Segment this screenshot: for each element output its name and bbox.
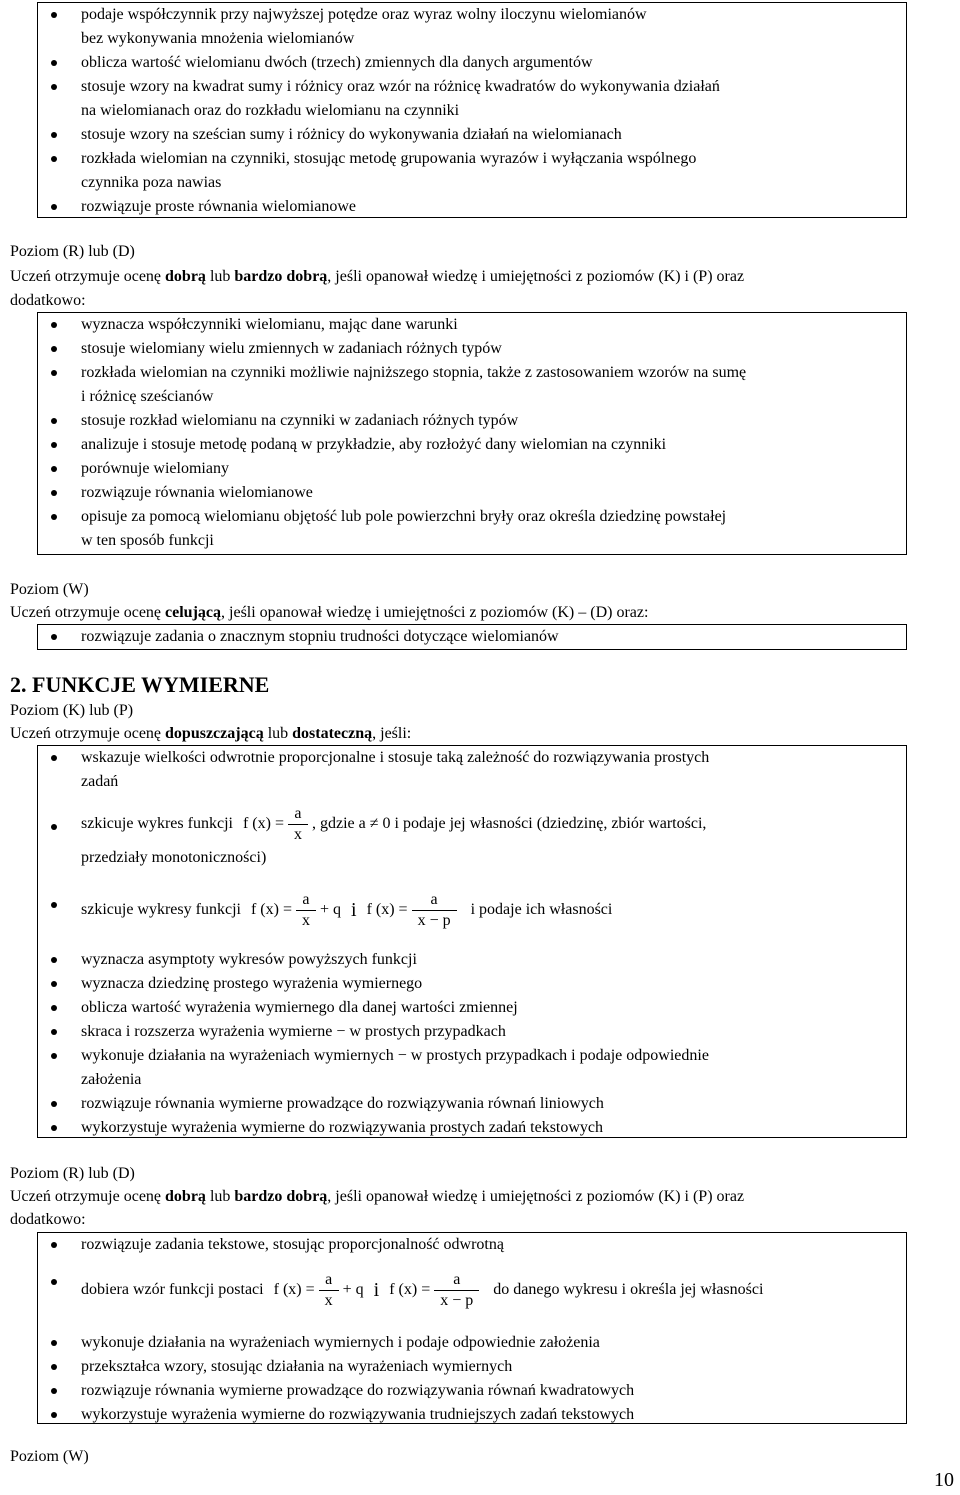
fraction-numerator: a (430, 890, 438, 908)
list-item (38, 147, 906, 195)
requirements-box-rd (37, 312, 907, 555)
list-item-text: porównuje wielomiany (81, 460, 229, 477)
list-item-text: szkicuje wykres funkcji (81, 815, 233, 832)
level-intro-kp (10, 722, 954, 746)
list-item-text: rozwiązuje równania wymierne prowadzące do rozwiązywania równań liniowych (81, 1095, 604, 1112)
list-item (38, 948, 906, 972)
list-item-text: rozkłada wielomian na czynniki możliwie najniższego stopnia, także z zastosowaniem wzorów na sumę (81, 364, 747, 381)
list-item (38, 996, 906, 1020)
level-intro-rd (10, 265, 954, 289)
list-item-text: i różnicę sześcianów (81, 388, 214, 405)
formula-plus-q: + q (319, 901, 341, 918)
list-item-text: rozwiązuje proste równania wielomianowe (81, 198, 357, 215)
list-item-text: założenia (81, 1071, 142, 1088)
intro-text: , jeśli opanował wiedzę i umiejętności z poziomów (K) i (P) oraz (327, 268, 745, 285)
fraction (319, 1270, 339, 1311)
fraction-numerator: a (302, 890, 310, 908)
list-item-text: , gdzie a ≠ 0 i podaje jej własności (dziedzinę, zbiór wartości, (311, 815, 707, 832)
list-item-text: przedziały monotoniczności) (81, 849, 267, 866)
list-item-text: wyznacza asymptoty wykresów powyższych funkcji (81, 951, 417, 968)
intro-text: lub (205, 268, 235, 285)
level-title-kp: Poziom (K) lub (P) (10, 702, 134, 719)
level-intro-rd-2 (10, 1185, 954, 1209)
list-item-text: na wielomianach oraz do rozkładu wielomianu na czynniki (81, 102, 460, 119)
formula-and: i (351, 899, 357, 921)
list-item-text: szkicuje wykresy funkcji (81, 901, 241, 918)
formula-fx: f (x) = (273, 1281, 315, 1298)
list-item (38, 505, 906, 553)
list-item-text: dobiera wzór funkcji postaci (81, 1281, 264, 1298)
list-item-text: w ten sposób funkcji (81, 532, 214, 549)
list-item (38, 1044, 906, 1092)
list-item (38, 409, 906, 433)
fraction-numerator: a (325, 1270, 333, 1288)
list-item (38, 51, 906, 75)
fraction-denominator: x (288, 824, 308, 845)
list-item-text: rozwiązuje równania wielomianowe (81, 484, 313, 501)
fraction (288, 804, 308, 845)
requirements-box-w (37, 624, 907, 650)
grade-good: dobrą (165, 268, 206, 285)
list-item (38, 481, 906, 505)
grade-very-good: bardzo dobrą (234, 1188, 328, 1205)
list-item-text: rozkłada wielomian na czynniki, stosując metodę grupowania wyrazów i wyłączania wspólnego (81, 150, 697, 167)
list-item-text: skraca i rozszerza wyrażenia wymierne − w prostych przypadkach (81, 1023, 506, 1040)
grade-sufficient: dopuszczającą (165, 725, 264, 742)
formula-fx: f (x) = (366, 901, 408, 918)
list-item (38, 457, 906, 481)
list-item (38, 75, 906, 123)
list-item-text: bez wykonywania mnożenia wielomianów (81, 30, 355, 47)
grade-satisfactory: dostateczną (292, 725, 373, 742)
list-item (38, 1092, 906, 1116)
fraction (296, 890, 316, 931)
list-item-text: do danego wykresu i określa jej własności (493, 1281, 764, 1298)
list-item (38, 625, 906, 649)
intro-text: Uczeń otrzymuje ocenę (10, 1188, 166, 1205)
level-title-rd: Poziom (R) lub (D) (10, 243, 135, 260)
list-item (38, 794, 906, 880)
list-item (38, 195, 906, 219)
fraction-denominator: x − p (434, 1290, 479, 1311)
fraction (434, 1270, 479, 1311)
intro-text: , jeśli opanował wiedzę i umiejętności z poziomów (K) – (D) oraz: (221, 604, 649, 621)
list-item-text: oblicza wartość wielomianu dwóch (trzech) zmiennych dla danych argumentów (81, 54, 593, 71)
list-item (38, 3, 906, 51)
list-item (38, 1116, 906, 1140)
list-item (38, 361, 906, 409)
fraction-numerator: a (453, 1270, 461, 1288)
intro-text: lub (205, 1188, 235, 1205)
formula-fx: f (x) = (242, 815, 284, 832)
requirements-box-top (37, 2, 907, 218)
list-item (38, 1355, 906, 1379)
list-item-text: wyznacza współczynniki wielomianu, mając dane warunki (81, 316, 458, 333)
level-title-w: Poziom (W) (10, 581, 89, 598)
intro-text: , jeśli: (372, 725, 412, 742)
list-item-text: i podaje ich własności (470, 901, 613, 918)
list-item-text: rozwiązuje zadania tekstowe, stosując proporcjonalność odwrotną (81, 1236, 504, 1253)
grade-good: dobrą (165, 1188, 206, 1205)
level-intro-rd-line2: dodatkowo: (10, 292, 86, 309)
list-item-text: czynnika poza nawias (81, 174, 222, 191)
list-item (38, 880, 906, 948)
list-item-text: wykonuje działania na wyrażeniach wymiernych i podaje odpowiednie założenia (81, 1334, 600, 1351)
formula-plus-q: + q (342, 1281, 364, 1298)
fraction-denominator: x − p (412, 910, 457, 931)
list-item (38, 313, 906, 337)
formula-line (81, 884, 900, 936)
list-item (38, 1379, 906, 1403)
formula-fx: f (x) = (389, 1281, 431, 1298)
requirements-box-kp (37, 745, 907, 1138)
level-title-w-2: Poziom (W) (10, 1448, 89, 1465)
section-heading: 2. FUNKCJE WYMIERNE (10, 672, 270, 697)
list-item-text: przekształca wzory, stosując działania na wyrażeniach wymiernych (81, 1358, 513, 1375)
list-item-text: stosuje wzory na sześcian sumy i różnicy do wykonywania działań na wielomianach (81, 126, 622, 143)
list-item (38, 972, 906, 996)
fraction (412, 890, 457, 931)
formula-line (81, 802, 900, 846)
list-item (38, 1020, 906, 1044)
list-item (38, 1403, 906, 1427)
list-item-text: stosuje wzory na kwadrat sumy i różnicy oraz wzór na różnicę kwadratów do wykonywania działań (81, 78, 720, 95)
intro-text: Uczeń otrzymuje ocenę (10, 268, 166, 285)
list-item-text: rozwiązuje zadania o znacznym stopniu trudności dotyczące wielomianów (81, 628, 559, 645)
list-item-text: wyznacza dziedzinę prostego wyrażenia wymiernego (81, 975, 423, 992)
formula-and: i (373, 1279, 380, 1301)
list-item-text: oblicza wartość wyrażenia wymiernego dla danej wartości zmiennej (81, 999, 518, 1016)
grade-very-good: bardzo dobrą (234, 268, 328, 285)
page-number: 10 (934, 1469, 954, 1491)
list-item (38, 746, 906, 794)
list-item (38, 1233, 906, 1257)
list-item-text: wykorzystuje wyrażenia wymierne do rozwiązywania trudniejszych zadań tekstowych (81, 1406, 635, 1423)
formula-line (81, 1261, 900, 1319)
formula-fx: f (x) = (250, 901, 292, 918)
intro-text: Uczeń otrzymuje ocenę (10, 604, 166, 621)
list-item-text: opisuje za pomocą wielomianu objętość lub pole powierzchni bryły oraz określa dziedzinę powstałej (81, 508, 727, 525)
list-item (38, 433, 906, 457)
requirements-box-rd-2 (37, 1232, 907, 1424)
list-item-text: stosuje wielomiany wielu zmiennych w zadaniach różnych typów (81, 340, 502, 357)
fraction-numerator: a (294, 804, 302, 822)
list-item-text: podaje współczynnik przy najwyższej potędze oraz wyraz wolny iloczynu wielomianów (81, 6, 647, 23)
level-intro-w (10, 601, 954, 625)
level-intro-rd-2-line2: dodatkowo: (10, 1211, 86, 1228)
intro-text: Uczeń otrzymuje ocenę (10, 725, 166, 742)
list-item-text: analizuje i stosuje metodę podaną w przykładzie, aby rozłożyć dany wielomian na czynniki (81, 436, 667, 453)
list-item (38, 337, 906, 361)
level-title-rd-2: Poziom (R) lub (D) (10, 1165, 135, 1182)
list-item (38, 1257, 906, 1331)
list-item-text: zadań (81, 773, 119, 790)
fraction-denominator: x (296, 910, 316, 931)
grade-excellent: celującą (165, 604, 222, 621)
list-item-text: wskazuje wielkości odwrotnie proporcjonalne i stosuje taką zależność do rozwiązywania prostych (81, 749, 710, 766)
list-item-text: rozwiązuje równania wymierne prowadzące do rozwiązywania równań kwadratowych (81, 1382, 635, 1399)
list-item-text: wykonuje działania na wyrażeniach wymiernych − w prostych przypadkach i podaje odpowiednie (81, 1047, 709, 1064)
intro-text: lub (263, 725, 293, 742)
list-item (38, 1331, 906, 1355)
list-item-text: wykorzystuje wyrażenia wymierne do rozwiązywania prostych zadań tekstowych (81, 1119, 604, 1136)
list-item (38, 123, 906, 147)
list-item-text: stosuje rozkład wielomianu na czynniki w zadaniach różnych typów (81, 412, 519, 429)
fraction-denominator: x (319, 1290, 339, 1311)
intro-text: , jeśli opanował wiedzę i umiejętności z poziomów (K) i (P) oraz (327, 1188, 745, 1205)
